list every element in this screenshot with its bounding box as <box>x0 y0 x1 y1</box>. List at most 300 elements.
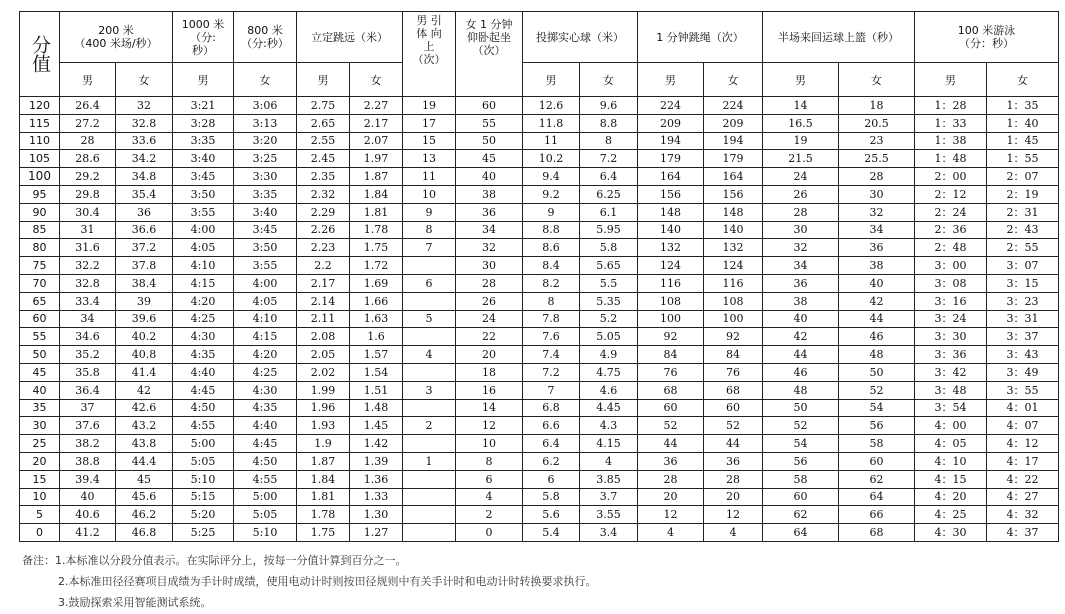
value-cell: 36 <box>638 452 704 470</box>
value-cell: 34 <box>456 221 523 239</box>
value-cell: 3：23 <box>987 292 1059 310</box>
value-cell: 4:30 <box>173 328 234 346</box>
value-cell: 7.8 <box>523 310 580 328</box>
value-cell: 42 <box>116 381 173 399</box>
value-cell: 2：07 <box>987 168 1059 186</box>
value-cell: 3：43 <box>987 346 1059 364</box>
table-row <box>20 524 1059 542</box>
value-cell: 1.51 <box>350 381 403 399</box>
header-rope-skipping: 1 分钟跳绳（次） <box>638 12 763 63</box>
value-cell: 36 <box>839 239 915 257</box>
value-cell: 1.78 <box>297 506 350 524</box>
score-cell: 5 <box>20 506 60 524</box>
value-cell: 52 <box>763 417 839 435</box>
value-cell: 108 <box>638 292 704 310</box>
header-sit-ups: 女 1 分钟 仰卧起坐 （次） <box>456 12 523 97</box>
value-cell: 9 <box>403 203 456 221</box>
value-cell: 3:30 <box>234 168 297 186</box>
value-cell: 37.8 <box>116 257 173 275</box>
value-cell: 9.4 <box>523 168 580 186</box>
value-cell: 5:25 <box>173 524 234 542</box>
value-cell: 132 <box>638 239 704 257</box>
value-cell: 10 <box>403 185 456 203</box>
value-cell: 7.2 <box>523 363 580 381</box>
value-cell: 32 <box>763 239 839 257</box>
value-cell: 3：24 <box>915 310 987 328</box>
value-cell: 8 <box>403 221 456 239</box>
value-cell: 92 <box>704 328 763 346</box>
value-cell: 1.63 <box>350 310 403 328</box>
value-cell: 8 <box>456 452 523 470</box>
value-cell: 14 <box>763 97 839 115</box>
value-cell: 1.36 <box>350 470 403 488</box>
score-cell: 0 <box>20 524 60 542</box>
value-cell: 2.32 <box>297 185 350 203</box>
value-cell: 1.96 <box>297 399 350 417</box>
value-cell: 42 <box>839 292 915 310</box>
value-cell: 28 <box>763 203 839 221</box>
value-cell: 8 <box>580 132 638 150</box>
value-cell: 4：17 <box>987 452 1059 470</box>
value-cell: 4:35 <box>234 399 297 417</box>
value-cell: 6 <box>523 470 580 488</box>
value-cell: 54 <box>763 435 839 453</box>
value-cell: 44 <box>638 435 704 453</box>
value-cell: 3:35 <box>234 185 297 203</box>
value-cell: 56 <box>763 452 839 470</box>
value-cell: 26.4 <box>60 97 116 115</box>
value-cell: 25.5 <box>839 150 915 168</box>
value-cell: 19 <box>763 132 839 150</box>
value-cell: 7.6 <box>523 328 580 346</box>
value-cell: 4:45 <box>173 381 234 399</box>
value-cell: 3：16 <box>915 292 987 310</box>
value-cell: 35.2 <box>60 346 116 364</box>
value-cell: 1.78 <box>350 221 403 239</box>
value-cell: 2.23 <box>297 239 350 257</box>
value-cell: 1：45 <box>987 132 1059 150</box>
value-cell: 56 <box>839 417 915 435</box>
value-cell: 116 <box>704 274 763 292</box>
value-cell: 1.72 <box>350 257 403 275</box>
value-cell: 1.57 <box>350 346 403 364</box>
value-cell: 3.7 <box>580 488 638 506</box>
value-cell: 20.5 <box>839 114 915 132</box>
value-cell: 108 <box>704 292 763 310</box>
value-cell: 55 <box>456 114 523 132</box>
gender-label: 女 <box>116 63 173 97</box>
value-cell: 4:10 <box>173 257 234 275</box>
score-cell: 85 <box>20 221 60 239</box>
value-cell: 60 <box>704 399 763 417</box>
note-3: 3.鼓励探索采用智能测试系统。 <box>58 596 212 609</box>
table-row <box>20 274 1059 292</box>
value-cell: 2：36 <box>915 221 987 239</box>
value-cell: 2.27 <box>350 97 403 115</box>
table-row <box>20 417 1059 435</box>
value-cell: 3:13 <box>234 114 297 132</box>
value-cell: 2：12 <box>915 185 987 203</box>
score-cell: 35 <box>20 399 60 417</box>
value-cell: 20 <box>456 346 523 364</box>
value-cell: 3:35 <box>173 132 234 150</box>
value-cell: 68 <box>638 381 704 399</box>
value-cell: 100 <box>704 310 763 328</box>
value-cell: 3:28 <box>173 114 234 132</box>
table-row <box>20 239 1059 257</box>
table-row <box>20 150 1059 168</box>
score-cell: 70 <box>20 274 60 292</box>
value-cell: 3.55 <box>580 506 638 524</box>
value-cell: 4:35 <box>173 346 234 364</box>
gender-label: 男 <box>523 63 580 97</box>
value-cell: 32 <box>116 97 173 115</box>
value-cell: 5.8 <box>523 488 580 506</box>
value-cell: 46.8 <box>116 524 173 542</box>
score-cell: 15 <box>20 470 60 488</box>
value-cell: 84 <box>704 346 763 364</box>
value-cell: 3：42 <box>915 363 987 381</box>
value-cell: 4.6 <box>580 381 638 399</box>
header-row-gender <box>20 63 1059 97</box>
value-cell: 26 <box>763 185 839 203</box>
value-cell: 156 <box>704 185 763 203</box>
value-cell: 3：08 <box>915 274 987 292</box>
value-cell: 5.6 <box>523 506 580 524</box>
value-cell: 11 <box>403 168 456 186</box>
value-cell <box>403 524 456 542</box>
score-cell: 40 <box>20 381 60 399</box>
value-cell: 148 <box>704 203 763 221</box>
value-cell: 5.5 <box>580 274 638 292</box>
value-cell: 60 <box>763 488 839 506</box>
value-cell: 4 <box>638 524 704 542</box>
value-cell: 4:20 <box>234 346 297 364</box>
value-cell: 3：36 <box>915 346 987 364</box>
value-cell: 3.4 <box>580 524 638 542</box>
score-cell: 60 <box>20 310 60 328</box>
value-cell: 28 <box>456 274 523 292</box>
value-cell: 1.75 <box>297 524 350 542</box>
value-cell: 28 <box>60 132 116 150</box>
value-cell: 3：07 <box>987 257 1059 275</box>
value-cell: 6 <box>403 274 456 292</box>
value-cell: 34 <box>60 310 116 328</box>
value-cell: 50 <box>763 399 839 417</box>
value-cell: 8 <box>523 292 580 310</box>
value-cell: 1 <box>403 452 456 470</box>
value-cell <box>403 328 456 346</box>
value-cell: 209 <box>704 114 763 132</box>
value-cell: 26 <box>456 292 523 310</box>
value-cell: 38 <box>456 185 523 203</box>
value-cell: 4：01 <box>987 399 1059 417</box>
value-cell: 38 <box>763 292 839 310</box>
value-cell: 4：27 <box>987 488 1059 506</box>
value-cell: 1：33 <box>915 114 987 132</box>
header-200m: 200 米 （400 米场/秒） <box>60 12 173 63</box>
value-cell: 24 <box>763 168 839 186</box>
header-pull-ups: 男 引 体 向 上 （次） <box>403 12 456 97</box>
value-cell: 43.8 <box>116 435 173 453</box>
value-cell: 3.85 <box>580 470 638 488</box>
value-cell: 34 <box>763 257 839 275</box>
value-cell: 46 <box>763 363 839 381</box>
value-cell: 43.2 <box>116 417 173 435</box>
score-cell: 10 <box>20 488 60 506</box>
value-cell: 7.4 <box>523 346 580 364</box>
value-cell: 4：25 <box>915 506 987 524</box>
value-cell: 2.17 <box>297 274 350 292</box>
value-cell: 3:50 <box>173 185 234 203</box>
value-cell: 35.4 <box>116 185 173 203</box>
value-cell: 8.4 <box>523 257 580 275</box>
value-cell: 39.4 <box>60 470 116 488</box>
value-cell: 1：48 <box>915 150 987 168</box>
table-row <box>20 310 1059 328</box>
value-cell: 4:05 <box>173 239 234 257</box>
value-cell: 3:40 <box>173 150 234 168</box>
value-cell: 2：55 <box>987 239 1059 257</box>
value-cell: 1：40 <box>987 114 1059 132</box>
value-cell: 194 <box>704 132 763 150</box>
value-cell: 14 <box>456 399 523 417</box>
value-cell: 28 <box>638 470 704 488</box>
value-cell: 1.75 <box>350 239 403 257</box>
value-cell: 52 <box>839 381 915 399</box>
table-row <box>20 328 1059 346</box>
value-cell: 5:10 <box>234 524 297 542</box>
value-cell: 1.30 <box>350 506 403 524</box>
value-cell: 62 <box>763 506 839 524</box>
value-cell: 2：31 <box>987 203 1059 221</box>
value-cell: 18 <box>839 97 915 115</box>
value-cell: 3：00 <box>915 257 987 275</box>
value-cell <box>403 363 456 381</box>
value-cell: 5:20 <box>173 506 234 524</box>
value-cell: 50 <box>456 132 523 150</box>
value-cell: 4:10 <box>234 310 297 328</box>
value-cell: 20 <box>704 488 763 506</box>
score-cell: 95 <box>20 185 60 203</box>
value-cell: 8.8 <box>580 114 638 132</box>
header-row-events <box>20 12 1059 63</box>
value-cell: 40.6 <box>60 506 116 524</box>
value-cell: 8.2 <box>523 274 580 292</box>
value-cell: 2.05 <box>297 346 350 364</box>
value-cell: 7 <box>403 239 456 257</box>
value-cell: 2：00 <box>915 168 987 186</box>
value-cell: 40 <box>60 488 116 506</box>
value-cell: 1.33 <box>350 488 403 506</box>
value-cell: 50 <box>839 363 915 381</box>
value-cell: 4：12 <box>987 435 1059 453</box>
value-cell: 132 <box>704 239 763 257</box>
value-cell: 4.75 <box>580 363 638 381</box>
table-row <box>20 452 1059 470</box>
value-cell: 4：30 <box>915 524 987 542</box>
table-row <box>20 363 1059 381</box>
value-cell: 18 <box>456 363 523 381</box>
value-cell: 4:00 <box>173 221 234 239</box>
value-cell: 5:10 <box>173 470 234 488</box>
value-cell: 5 <box>403 310 456 328</box>
score-cell: 75 <box>20 257 60 275</box>
value-cell: 24 <box>456 310 523 328</box>
value-cell: 34 <box>839 221 915 239</box>
value-cell: 0 <box>456 524 523 542</box>
value-cell: 4 <box>704 524 763 542</box>
value-cell: 40 <box>839 274 915 292</box>
table-row <box>20 168 1059 186</box>
value-cell: 6 <box>456 470 523 488</box>
value-cell: 32.8 <box>116 114 173 132</box>
value-cell <box>403 435 456 453</box>
score-cell: 115 <box>20 114 60 132</box>
value-cell: 30 <box>839 185 915 203</box>
value-cell: 9 <box>523 203 580 221</box>
value-cell: 3：54 <box>915 399 987 417</box>
value-cell: 140 <box>704 221 763 239</box>
value-cell: 36 <box>456 203 523 221</box>
gender-label: 女 <box>704 63 763 97</box>
value-cell: 1.87 <box>350 168 403 186</box>
value-cell: 1.39 <box>350 452 403 470</box>
score-cell: 25 <box>20 435 60 453</box>
value-cell: 1：38 <box>915 132 987 150</box>
value-cell: 1.6 <box>350 328 403 346</box>
table-row <box>20 506 1059 524</box>
gender-label: 男 <box>763 63 839 97</box>
value-cell: 4 <box>403 346 456 364</box>
value-cell: 45 <box>116 470 173 488</box>
value-cell: 46 <box>839 328 915 346</box>
value-cell: 3:45 <box>234 221 297 239</box>
value-cell: 38.2 <box>60 435 116 453</box>
table-row <box>20 381 1059 399</box>
value-cell: 44 <box>763 346 839 364</box>
value-cell: 164 <box>638 168 704 186</box>
score-cell: 45 <box>20 363 60 381</box>
value-cell: 6.4 <box>523 435 580 453</box>
value-cell: 2.65 <box>297 114 350 132</box>
value-cell: 1.27 <box>350 524 403 542</box>
table-row <box>20 346 1059 364</box>
value-cell: 4.3 <box>580 417 638 435</box>
value-cell: 5:00 <box>173 435 234 453</box>
value-cell: 5.95 <box>580 221 638 239</box>
footnotes <box>22 550 597 613</box>
value-cell: 45.6 <box>116 488 173 506</box>
value-cell: 2：19 <box>987 185 1059 203</box>
value-cell: 6.8 <box>523 399 580 417</box>
value-cell: 36.6 <box>116 221 173 239</box>
value-cell: 5.2 <box>580 310 638 328</box>
value-cell: 4：10 <box>915 452 987 470</box>
value-cell: 4：15 <box>915 470 987 488</box>
value-cell: 6.2 <box>523 452 580 470</box>
value-cell: 6.1 <box>580 203 638 221</box>
value-cell: 4:55 <box>234 470 297 488</box>
value-cell: 2.17 <box>350 114 403 132</box>
value-cell: 10 <box>456 435 523 453</box>
value-cell: 12 <box>704 506 763 524</box>
value-cell: 2.26 <box>297 221 350 239</box>
score-cell: 110 <box>20 132 60 150</box>
table-row <box>20 488 1059 506</box>
gender-label: 女 <box>350 63 403 97</box>
value-cell: 5.8 <box>580 239 638 257</box>
table-row <box>20 203 1059 221</box>
value-cell: 4:25 <box>173 310 234 328</box>
score-cell: 80 <box>20 239 60 257</box>
value-cell: 6.4 <box>580 168 638 186</box>
value-cell: 39.6 <box>116 310 173 328</box>
value-cell: 12 <box>456 417 523 435</box>
value-cell: 68 <box>704 381 763 399</box>
value-cell: 6.25 <box>580 185 638 203</box>
value-cell: 140 <box>638 221 704 239</box>
value-cell: 194 <box>638 132 704 150</box>
value-cell: 3:55 <box>173 203 234 221</box>
value-cell: 31 <box>60 221 116 239</box>
value-cell: 4：07 <box>987 417 1059 435</box>
value-cell: 2：43 <box>987 221 1059 239</box>
score-cell: 50 <box>20 346 60 364</box>
value-cell: 5.35 <box>580 292 638 310</box>
value-cell: 3：48 <box>915 381 987 399</box>
value-cell: 21.5 <box>763 150 839 168</box>
value-cell: 4：05 <box>915 435 987 453</box>
value-cell: 5:05 <box>234 506 297 524</box>
value-cell: 4:05 <box>234 292 297 310</box>
value-cell: 29.2 <box>60 168 116 186</box>
value-cell: 11 <box>523 132 580 150</box>
table-row <box>20 470 1059 488</box>
value-cell: 40 <box>456 168 523 186</box>
value-cell: 30.4 <box>60 203 116 221</box>
score-cell: 90 <box>20 203 60 221</box>
value-cell: 8.6 <box>523 239 580 257</box>
value-cell: 5:00 <box>234 488 297 506</box>
value-cell: 4.45 <box>580 399 638 417</box>
value-cell: 2.08 <box>297 328 350 346</box>
value-cell: 30 <box>763 221 839 239</box>
value-cell: 100 <box>638 310 704 328</box>
value-cell: 40.2 <box>116 328 173 346</box>
value-cell: 1.54 <box>350 363 403 381</box>
value-cell: 3:06 <box>234 97 297 115</box>
value-cell: 44 <box>704 435 763 453</box>
value-cell: 36 <box>763 274 839 292</box>
value-cell: 36 <box>704 452 763 470</box>
value-cell: 6.6 <box>523 417 580 435</box>
score-cell: 105 <box>20 150 60 168</box>
value-cell: 4:20 <box>173 292 234 310</box>
value-cell: 3：31 <box>987 310 1059 328</box>
gender-label: 女 <box>580 63 638 97</box>
score-header: 分值 <box>20 12 60 97</box>
value-cell: 52 <box>638 417 704 435</box>
header-800m: 800 米 （分:秒） <box>234 12 297 63</box>
value-cell: 9.6 <box>580 97 638 115</box>
value-cell: 1.84 <box>297 470 350 488</box>
value-cell: 34.6 <box>60 328 116 346</box>
table-row <box>20 399 1059 417</box>
value-cell: 2.2 <box>297 257 350 275</box>
value-cell: 44.4 <box>116 452 173 470</box>
value-cell: 28.6 <box>60 150 116 168</box>
